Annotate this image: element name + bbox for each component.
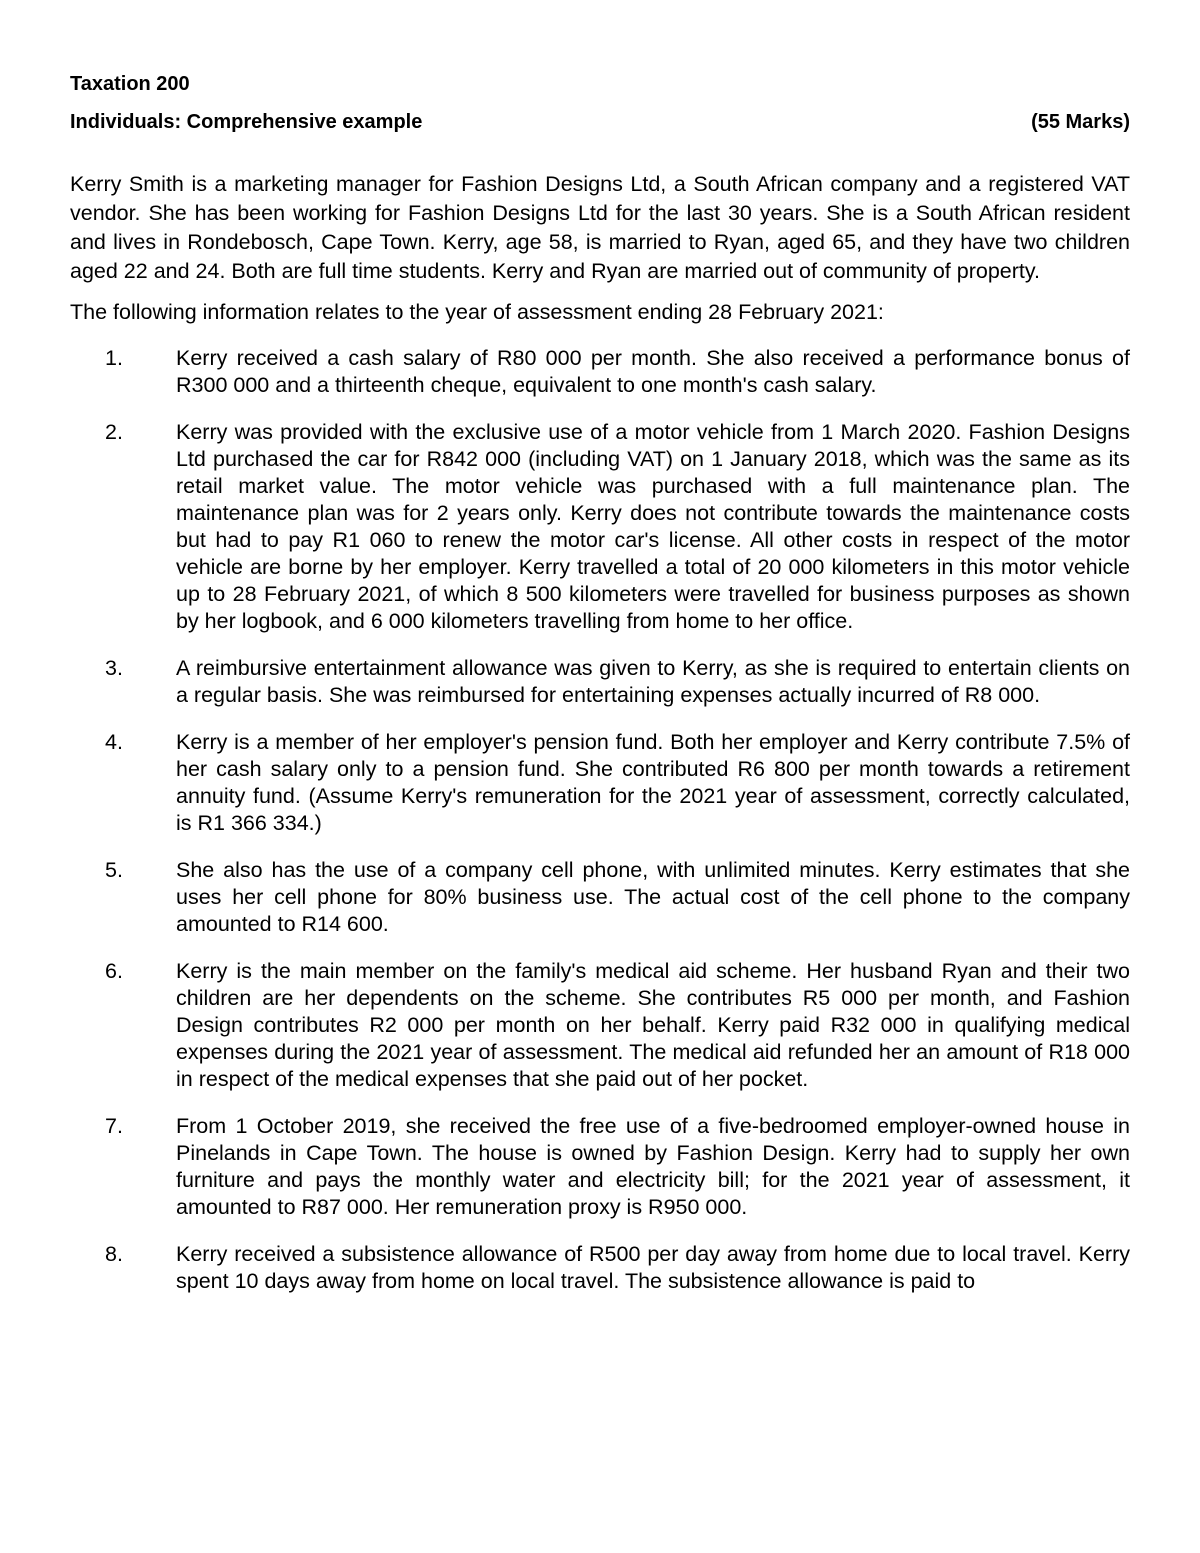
item-number: 3. <box>105 656 123 680</box>
item-text: Kerry was provided with the exclusive use of a motor vehicle from 1 March 2020. Fashion Designs Ltd purchased the car for R842 000 (including VAT) on 1 January 2018, which was the same as its retail market value. The motor vehicle was purchased with a full maintenance plan. The maintenance plan was for 2 years only. Kerry does not contribute towards the maintenance costs but had to pay R1 060 to renew the motor car's license. All other costs in respect of the motor vehicle are borne by her employer. Kerry travelled a total of 20 000 kilometers in this motor vehicle up to 28 February 2021, of which 8 500 kilometers were travelled for business purposes as shown by her logbook, and 6 000 kilometers travelling from home to her office. <box>176 420 1130 633</box>
section-heading: Individuals: Comprehensive example <box>70 111 423 133</box>
list-item <box>70 655 1130 709</box>
lead-sentence: The following information relates to the year of assessment ending 28 February 2021: <box>70 300 884 324</box>
item-number: 2. <box>105 420 123 444</box>
course-title: Taxation 200 <box>70 73 190 95</box>
heading-row <box>70 108 1130 136</box>
marks-label: (55 Marks) <box>1031 111 1130 133</box>
item-text: A reimbursive entertainment allowance was given to Kerry, as she is required to entertain clients on a regular basis. She was reimbursed for entertaining expenses actually incurred of R8 000. <box>176 656 1130 707</box>
item-text: She also has the use of a company cell phone, with unlimited minutes. Kerry estimates that she uses her cell phone for 80% business use. The actual cost of the cell phone to the company amounted to R14 600. <box>176 858 1130 936</box>
item-number: 6. <box>105 959 123 983</box>
item-number: 7. <box>105 1114 123 1138</box>
item-text: Kerry is a member of her employer's pension fund. Both her employer and Kerry contribute 7.5% of her cash salary only to a pension fund. She contributed R6 800 per month towards a retirement annuity fund. (Assume Kerry's remuneration for the 2021 year of assessment, correctly calculated, is R1 366 334.) <box>176 730 1130 835</box>
list-item <box>70 345 1130 399</box>
list-item <box>70 729 1130 837</box>
list-item <box>70 1113 1130 1221</box>
item-text: Kerry is the main member on the family's medical aid scheme. Her husband Ryan and their two children are her dependents on the scheme. She contributes R5 000 per month, and Fashion Design contributes R2 000 per month on her behalf. Kerry paid R32 000 in qualifying medical expenses during the 2021 year of assessment. The medical aid refunded her an amount of R18 000 in respect of the medical expenses that she paid out of her pocket. <box>176 959 1130 1091</box>
numbered-list <box>70 345 1130 1295</box>
list-item <box>70 857 1130 938</box>
item-text: Kerry received a cash salary of R80 000 per month. She also received a performance bonus of R300 000 and a thirteenth cheque, equivalent to one month's cash salary. <box>176 346 1130 397</box>
item-number: 8. <box>105 1242 123 1266</box>
item-number: 4. <box>105 730 123 754</box>
item-number: 5. <box>105 858 123 882</box>
intro-paragraph: Kerry Smith is a marketing manager for Fashion Designs Ltd, a South African company and a registered VAT vendor. She has been working for Fashion Designs Ltd for the last 30 years. She is a South African resident and lives in Rondebosch, Cape Town. Kerry, age 58, is married to Ryan, aged 65, and they have two children aged 22 and 24. Both are full time students. Kerry and Ryan are married out of community of property. <box>70 172 1130 283</box>
item-text: From 1 October 2019, she received the free use of a five-bedroomed employer-owned house in Pinelands in Cape Town. The house is owned by Fashion Design. Kerry had to supply her own furniture and pays the monthly water and electricity bill; for the 2021 year of assessment, it amounted to R87 000. Her remuneration proxy is R950 000. <box>176 1114 1130 1219</box>
document-page <box>70 70 1130 1315</box>
list-item <box>70 958 1130 1093</box>
item-number: 1. <box>105 346 123 370</box>
list-item <box>70 419 1130 635</box>
item-text: Kerry received a subsistence allowance of R500 per day away from home due to local travel. Kerry spent 10 days away from home on local travel. The subsistence allowance is paid to <box>176 1242 1130 1293</box>
list-item <box>70 1241 1130 1295</box>
